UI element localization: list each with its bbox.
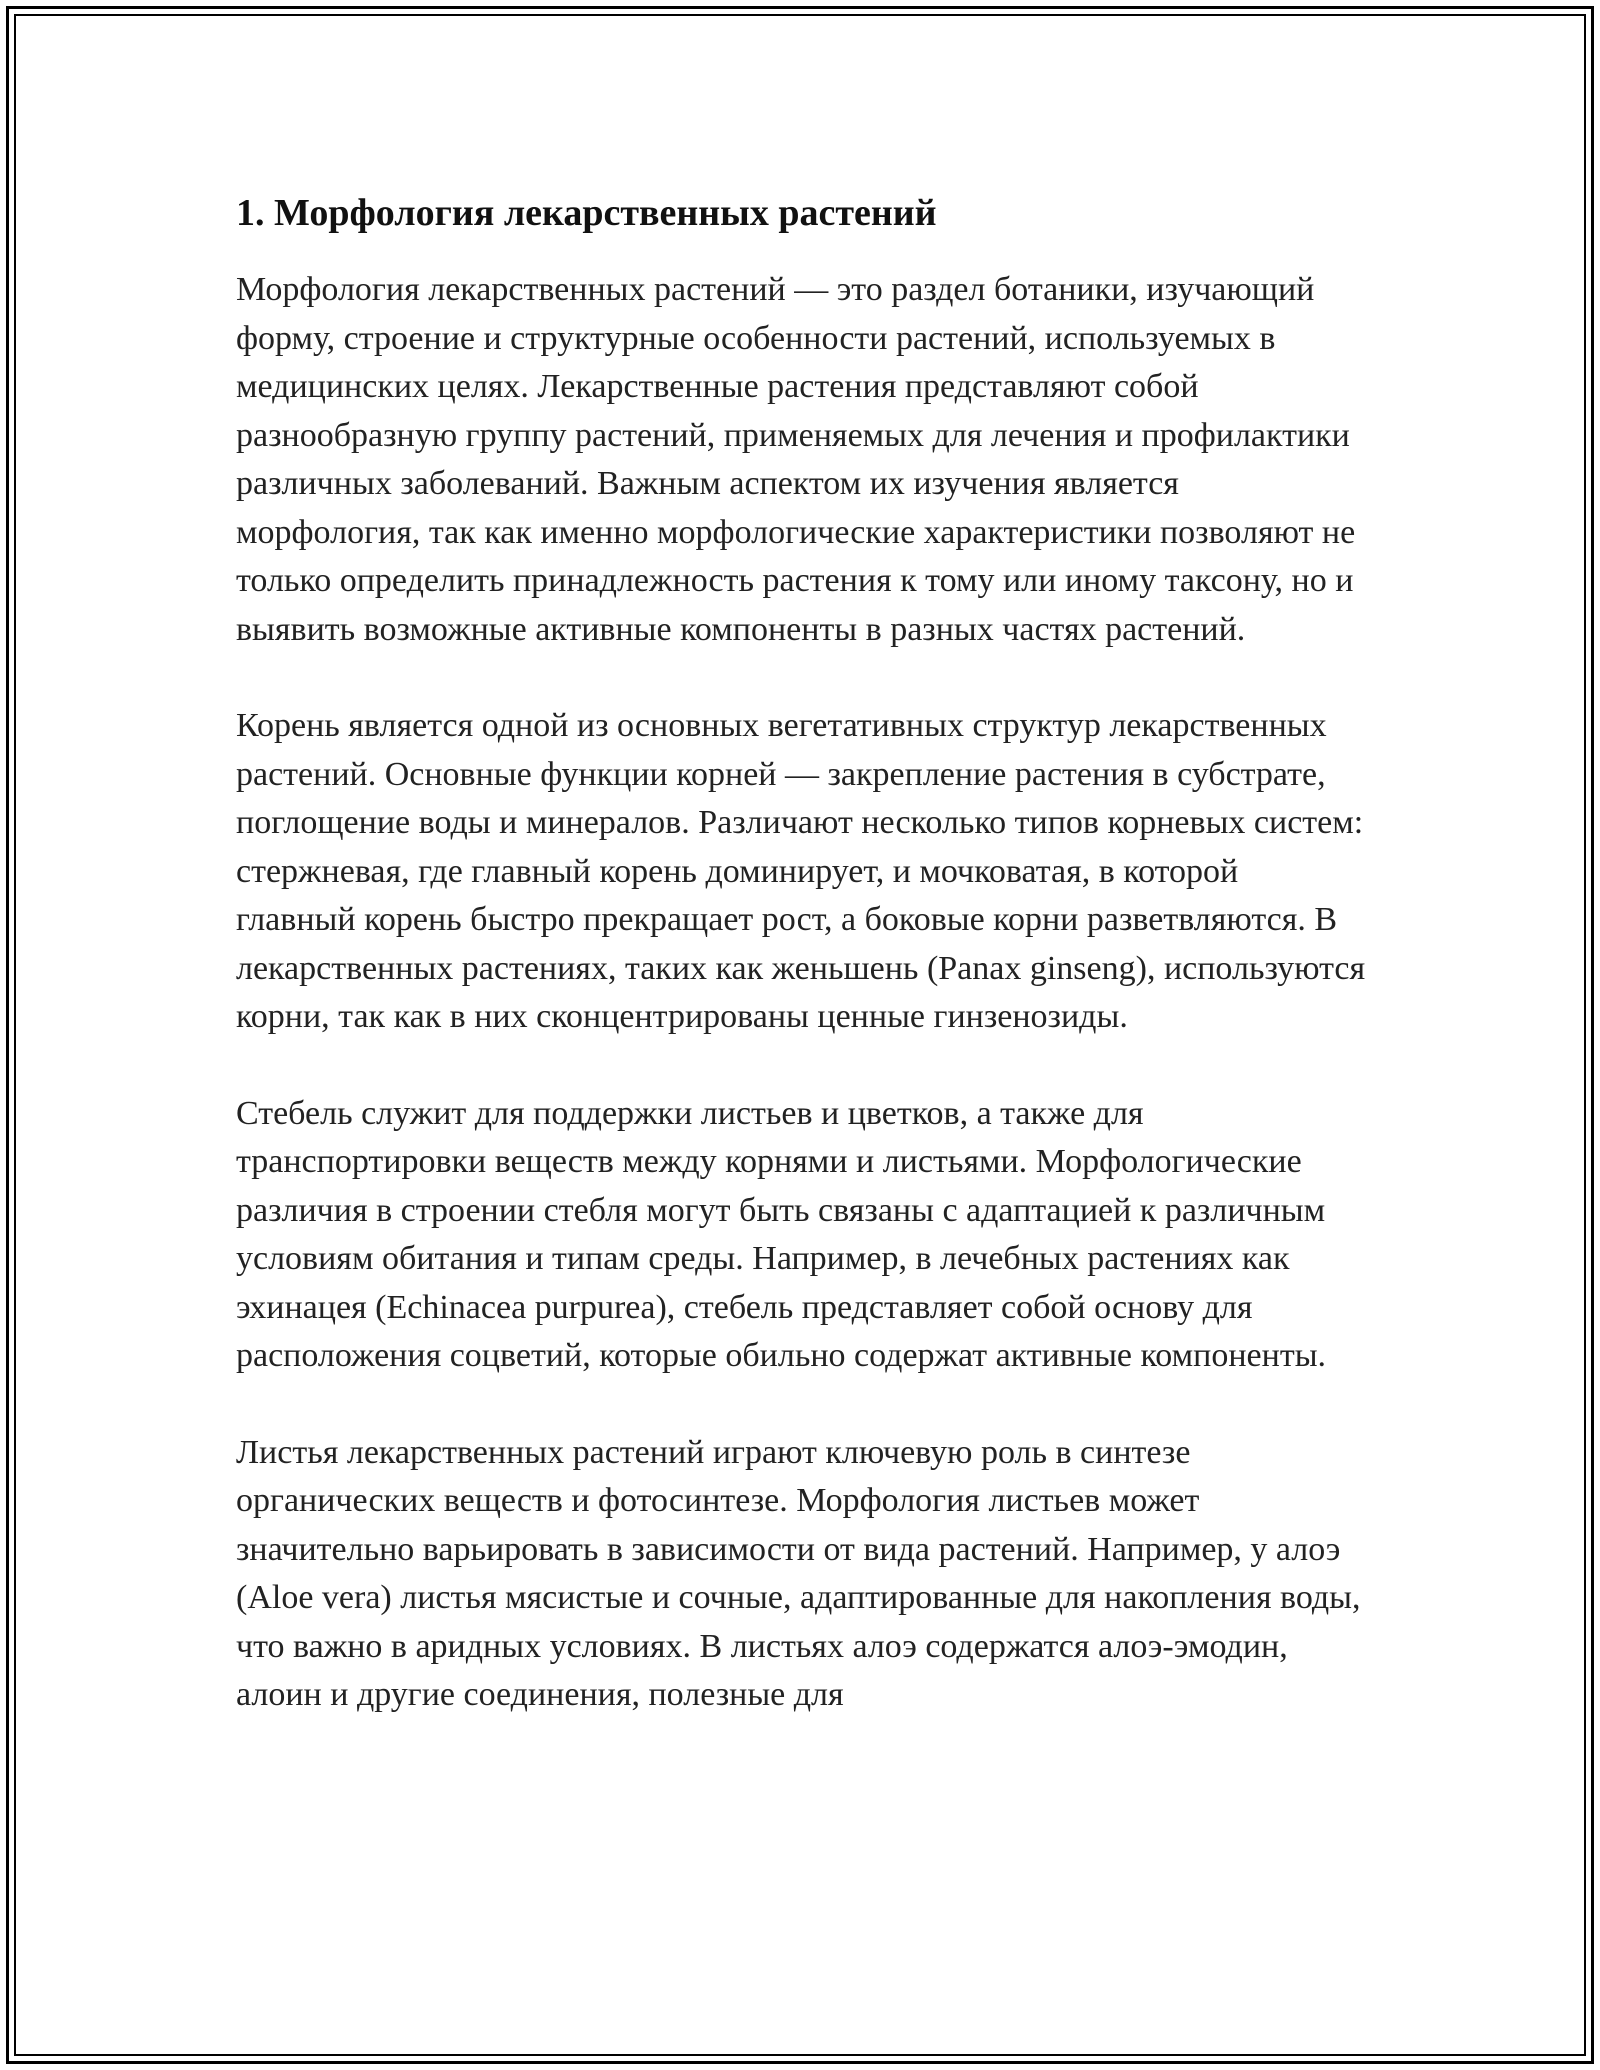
section-heading: 1. Морфология лекарственных растений	[236, 192, 937, 234]
paragraph-leaves: Листья лекарственных растений играют ключевую роль в синтезе органических веществ и фотосинтезе. Морфология листьев может значительно варьировать в зависимости от вида растений. Например, у алоэ (Aloe vera) листья мясистые и сочные, адаптированные для накопления воды, что важно в аридных условиях. В листьях алоэ содержатся алоэ-эмодин, алоин и другие соединения, полезные для	[236, 1433, 1361, 1713]
paragraph-root: Корень является одной из основных вегетативных структур лекарственных растений. Основные функции корней — закрепление растения в субстрате, поглощение воды и минералов. Различают несколько типов корневых систем: стержневая, где главный корень доминирует, и мочковатая, в которой главный корень быстро прекращает рост, а боковые корни разветвляются. В лекарственных растениях, таких как женьшень (Panax ginseng), используются корни, так как в них сконцентрированы ценные гинзенозиды.	[236, 707, 1366, 1035]
paragraph-stem: Стебель служит для поддержки листьев и цветков, а также для транспортировки веществ между корнями и листьями. Морфологические различия в строении стебля могут быть связаны с адаптацией к различным условиям обитания и типам среды. Например, в лечебных растениях как эхинацея (Echinacea purpurea), стебель представляет собой основу для расположения соцветий, которые обильно содержат активные компоненты.	[236, 1094, 1327, 1374]
document-body	[236, 184, 1366, 1768]
paragraph-morphology-intro: Морфология лекарственных растений — это раздел ботаники, изучающий форму, строение и структурные особенности растений, используемых в медицинских целях. Лекарственные растения представляют собой разнообразную группу растений, применяемых для лечения и профилактики различных заболеваний. Важным аспектом их изучения является морфология, так как именно морфологические характеристики позволяют не только определить принадлежность растения к тому или иному таксону, но и выявить возможные активные компоненты в разных частях растений.	[236, 271, 1356, 648]
